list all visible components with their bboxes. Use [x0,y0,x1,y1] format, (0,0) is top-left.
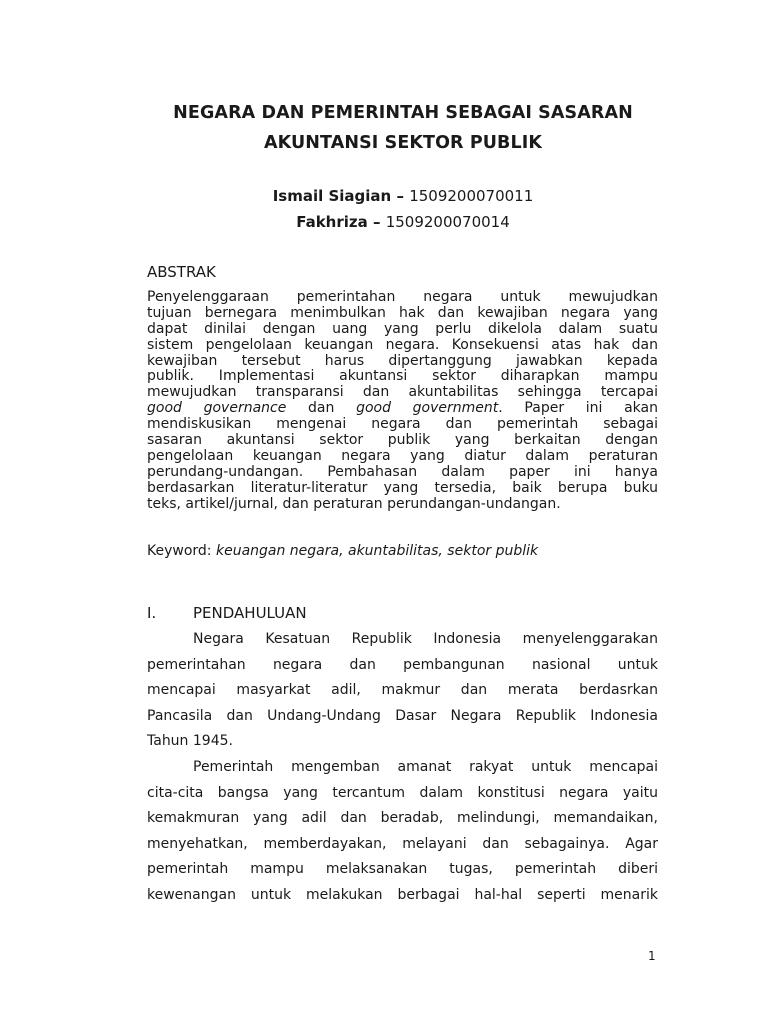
abstract-line-governance [147,401,658,417]
body-line: pemerintahan negara dan pembangunan nasional untuk [147,656,658,673]
author-2-name: Fakhriza [296,213,368,231]
section-body [147,627,658,909]
keyword-terms: keuangan negara, akuntabilitas, sektor publik [215,543,539,559]
author-2-separator: – [367,213,386,231]
section-title: PENDAHULUAN [193,604,307,622]
abstract-line: publik. Implementasi akuntansi sektor diharapkan mampu [147,368,658,385]
abstract-line: mewujudkan transparansi dan akuntabilitas sehingga tercapai [147,384,658,401]
body-line: kemakmuran yang adil dan beradab, melindungi, memandaikan, [147,810,658,827]
term-good-government: good government [356,400,499,417]
author-2-id: 1509200070014 [385,213,510,231]
author-1-separator: – [391,187,410,205]
abstract-line-rest: . Paper ini akan [498,400,658,417]
abstract-line: Penyelenggaraan pemerintahan negara untuk mewujudkan [147,289,658,305]
author-1 [100,187,706,205]
keywords [147,543,538,559]
abstract-heading: ABSTRAK [147,263,216,281]
body-line: Negara Kesatuan Republik Indonesia menyelenggarakan [193,631,658,647]
abstract-line: perundang-undangan. Pembahasan dalam paper ini hanya [147,463,658,480]
body-line: cita-cita bangsa yang tercantum dalam konstitusi negara yaitu [147,784,658,801]
abstract-line: sasaran akuntansi sektor publik yang berkaitan dengan [147,432,658,449]
abstract-line: mendiskusikan mengenai negara dan pemerintah sebagai [147,416,658,433]
author-2 [100,213,706,231]
author-1-name: Ismail Siagian [272,187,392,205]
section-number: I. [147,604,157,622]
term-good-governance: good governance [147,400,287,417]
body-line: Pemerintah mengemban amanat rakyat untuk mencapai [193,758,658,775]
body-line: mencapai masyarkat adil, makmur dan merata berdasrkan [147,682,658,699]
abstract-body [147,290,658,512]
body-line: menyehatkan, memberdayakan, melayani dan sebagainya. Agar [147,835,658,852]
body-line: pemerintah mampu melaksanakan tugas, pemerintah diberi [147,861,658,878]
keyword-label: Keyword: [147,543,216,559]
abstract-line: sistem pengelolaan keuangan negara. Konsekuensi atas hak dan [147,336,658,353]
body-line: Pancasila dan Undang-Undang Dasar Negara Republik Indonesia [147,707,658,724]
abstract-line: dapat dinilai dengan uang yang perlu dikelola dalam suatu [147,320,658,337]
author-1-id: 1509200070011 [409,187,534,205]
page-number: 1 [648,949,656,963]
body-line: kewenangan untuk melakukan berbagai hal-hal seperti menarik [147,886,658,903]
paper-title-line-1: NEGARA DAN PEMERINTAH SEBAGAI SASARAN [173,103,633,123]
paper-title-line-2: AKUNTANSI SEKTOR PUBLIK [263,133,543,153]
abstract-line: tujuan bernegara menimbulkan hak dan kewajiban negara yang [147,304,658,321]
abstract-line: pengelolaan keuangan negara yang diatur dalam peraturan [147,447,658,464]
body-line: Tahun 1945. [147,733,233,750]
abstract-line: teks, artikel/jurnal, dan peraturan perundangan-undangan. [147,495,561,512]
abstract-line: kewajiban tersebut harus dipertanggung jawabkan kepada [147,352,658,369]
abstract-line-mid: dan [286,400,357,417]
abstract-line: berdasarkan literatur-literatur yang tersedia, baik berupa buku [147,479,658,496]
